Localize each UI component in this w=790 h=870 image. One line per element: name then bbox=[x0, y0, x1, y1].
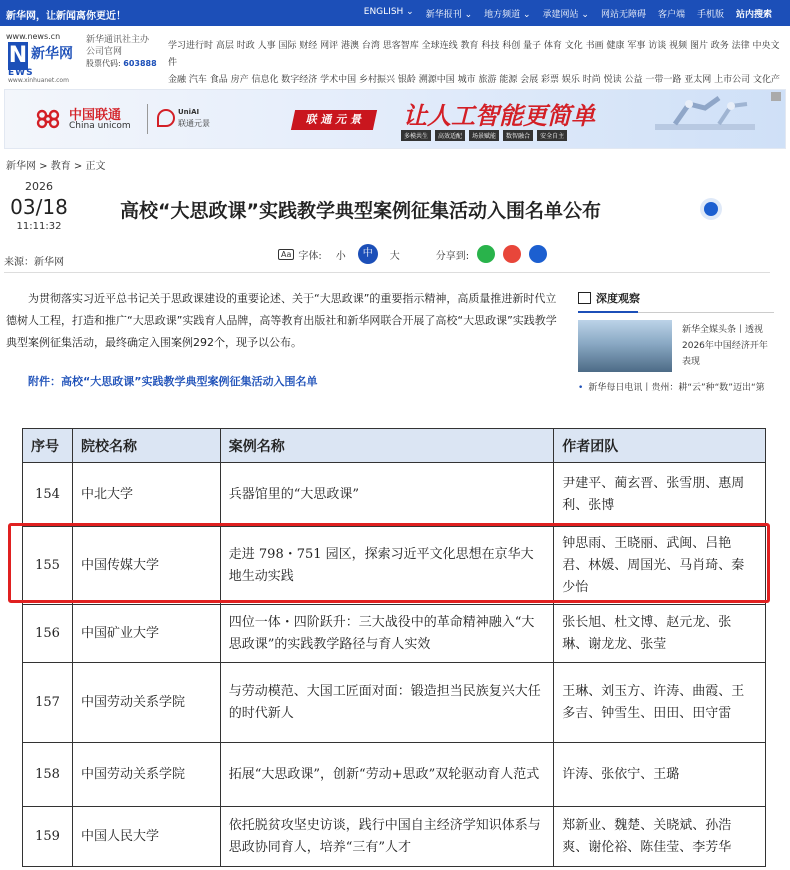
table-row bbox=[23, 807, 766, 867]
logo-n: N bbox=[8, 43, 28, 68]
site-search-link[interactable]: 站内搜索 bbox=[735, 10, 772, 20]
china-unicom-logo-icon bbox=[35, 108, 61, 130]
shortlist-table bbox=[22, 428, 766, 867]
font-label: 字体: bbox=[298, 250, 322, 262]
top-links bbox=[364, 7, 772, 20]
row-no: 157 bbox=[23, 663, 73, 743]
row-school: 中国矿业大学 bbox=[72, 605, 220, 663]
row-school: 中国劳动关系学院 bbox=[72, 743, 220, 807]
article-body: 为贯彻落实习近平总书记关于思政课建设的重要论述、关于“大思政课”的重要指示精神，高质量推进新时代立德树人工程，打造和推广“大思政课”实践育人品牌，高等教育出版社和新华网联合开展了高校“大思政课”实践教学典型案例征集活动，最终确定入围案例292个，现予以公布。 bbox=[6, 292, 557, 349]
row-no: 158 bbox=[23, 743, 73, 807]
row-no: 155 bbox=[23, 527, 73, 605]
header-info bbox=[86, 34, 157, 70]
col-header-no: 序号 bbox=[23, 429, 73, 463]
publisher-line: 新华通讯社主办 bbox=[86, 35, 150, 45]
logo-url-secondary: www.xinhuanet.com bbox=[8, 77, 69, 84]
hosted-sites-link[interactable]: 承建网站 ⌄ bbox=[542, 10, 589, 20]
official-site-line: 公司官网 bbox=[86, 47, 123, 57]
attachment-link[interactable]: 附件：高校“大思政课”实践教学典型案例征集活动入围名单 bbox=[28, 375, 318, 388]
sidebar-deep-observation bbox=[578, 290, 778, 393]
row-team: 尹建平、蔺玄晋、张雪朋、惠周利、张博 bbox=[554, 463, 766, 527]
table-header-row bbox=[23, 429, 766, 463]
xinhua-logo[interactable] bbox=[4, 32, 78, 84]
col-header-case: 案例名称 bbox=[220, 429, 554, 463]
row-no: 156 bbox=[23, 605, 73, 663]
col-header-school: 院校名称 bbox=[72, 429, 220, 463]
banner-tags bbox=[401, 130, 567, 141]
banner-tag: 安全自主 bbox=[537, 130, 567, 141]
top-bar bbox=[0, 0, 790, 26]
banner-tag: 数智融合 bbox=[503, 130, 533, 141]
header-rule bbox=[4, 272, 770, 273]
row-team: 许涛、张依宁、王璐 bbox=[554, 743, 766, 807]
font-small-button[interactable]: 小 bbox=[335, 250, 346, 262]
col-header-team: 作者团队 bbox=[554, 429, 766, 463]
site-header bbox=[0, 26, 790, 84]
publish-month-day: 03/18 bbox=[10, 195, 68, 219]
font-medium-button[interactable]: 中 bbox=[358, 244, 378, 264]
row-school: 中国劳动关系学院 bbox=[72, 663, 220, 743]
row-team: 郑新业、魏楚、关晓斌、孙浩爽、谢伦裕、陈佳莹、李芳华 bbox=[554, 807, 766, 867]
channel-nav-line-2[interactable]: 金融 汽车 食品 房产 信息化 数字经济 学术中国 乡村振兴 银龄 溯源中国 城市 旅游 能源 会展 彩票 娱乐 时尚 悦读 公益 一带一路 亚太网 上市公司 文化产 bbox=[168, 75, 780, 85]
logo-url: www.news.cn bbox=[6, 32, 61, 41]
article-title: 高校“大思政课”实践教学典型案例征集活动入围名单公布 bbox=[120, 200, 601, 222]
table-row bbox=[23, 605, 766, 663]
breadcrumb[interactable]: 新华网 > 教育 > 正文 bbox=[6, 161, 106, 172]
calendar-icon bbox=[578, 292, 591, 304]
sidebar-news-item[interactable]: • 新华每日电讯丨贵州：耕“云”种“数”迈出“第 bbox=[578, 380, 778, 393]
row-case: 兵器馆里的“大思政课” bbox=[220, 463, 554, 527]
row-case: 与劳动模范、大国工匠面对面：锻造担当民族复兴大任的时代新人 bbox=[220, 663, 554, 743]
feature-link[interactable]: 新华全媒头条丨透视2026年中国经济开年表现 bbox=[682, 325, 768, 367]
mobile-share-icon[interactable] bbox=[529, 245, 547, 263]
logo-ews: EWS bbox=[8, 68, 34, 78]
ad-banner[interactable] bbox=[4, 89, 786, 149]
mobile-link[interactable]: 手机版 bbox=[696, 10, 724, 20]
font-size-icon: Aa bbox=[278, 249, 294, 260]
newspapers-link[interactable]: 新华报刊 ⌄ bbox=[425, 10, 473, 20]
highlight-box bbox=[8, 523, 770, 603]
font-large-button[interactable]: 大 bbox=[389, 250, 400, 262]
row-school: 中国人民大学 bbox=[72, 807, 220, 867]
banner-pill: 联 通 元 景 bbox=[291, 110, 377, 130]
unicom-name-cn: 中国联通 bbox=[69, 108, 122, 123]
table-row bbox=[23, 663, 766, 743]
publish-date bbox=[4, 180, 74, 232]
banner-slogan-2: 更简单 bbox=[523, 102, 595, 130]
row-case: 依托脱贫攻坚史访谈，践行中国自主经济学知识体系与思政协同育人，培养“三有”人才 bbox=[220, 807, 554, 867]
logo-cn: 新华网 bbox=[31, 46, 73, 62]
share-label: 分享到: bbox=[435, 250, 470, 262]
wechat-share-icon[interactable] bbox=[477, 245, 495, 263]
row-team: 张长旭、杜文博、赵元龙、张琳、谢龙龙、张莹 bbox=[554, 605, 766, 663]
banner-divider bbox=[147, 104, 148, 134]
client-link[interactable]: 客户端 bbox=[657, 10, 685, 20]
banner-tag: 多模共生 bbox=[401, 130, 431, 141]
banner-slogan: 让人工智能 bbox=[403, 102, 523, 130]
english-link[interactable]: ENGLISH ⌄ bbox=[363, 7, 414, 17]
uniai-name: UniAI bbox=[178, 108, 200, 116]
unicom-name-en: China unicom bbox=[69, 121, 131, 131]
row-no: 154 bbox=[23, 463, 73, 527]
row-case: 走进 798・751 园区，探索习近平文化思想在京华大地生动实践 bbox=[220, 527, 554, 605]
banner-tag: 高效适配 bbox=[435, 130, 465, 141]
ad-marker-icon bbox=[771, 92, 781, 101]
row-no: 159 bbox=[23, 807, 73, 867]
channel-nav-line-1[interactable]: 学习进行时 高层 时政 人事 国际 财经 网评 港澳 台湾 思客智库 全球连线 教育 科技 科创 量子 体育 文化 书画 健康 军事 访谈 视频 图片 政务 法律 中央文件 bbox=[168, 41, 780, 68]
weibo-share-icon[interactable] bbox=[503, 245, 521, 263]
banner-tag: 场景赋能 bbox=[469, 130, 499, 141]
robot-arm-icon bbox=[645, 94, 765, 146]
article-tools bbox=[278, 244, 547, 264]
uniai-logo-icon bbox=[157, 109, 175, 127]
publish-time: 11:11:32 bbox=[16, 221, 62, 232]
article-source: 来源：新华网 bbox=[4, 257, 64, 268]
row-school: 中北大学 bbox=[72, 463, 220, 527]
table-row bbox=[23, 463, 766, 527]
stock-code: 股票代码: 603888 bbox=[86, 59, 157, 68]
sidebar-underline bbox=[578, 312, 774, 313]
sidebar-heading: 深度观察 bbox=[578, 290, 778, 306]
speaker-icon[interactable] bbox=[700, 198, 722, 220]
publish-year: 2026 bbox=[25, 180, 53, 193]
feature-image[interactable] bbox=[578, 320, 672, 372]
uniai-name-cn: 联通元景 bbox=[178, 119, 210, 128]
row-case: 拓展“大思政课”，创新“劳动+思政”双轮驱动育人范式 bbox=[220, 743, 554, 807]
local-channels-link[interactable]: 地方频道 ⌄ bbox=[484, 10, 531, 20]
row-team: 钟思雨、王晓丽、武闽、吕艳君、林媛、周国光、马肖琦、秦少怡 bbox=[554, 527, 766, 605]
row-school: 中国传媒大学 bbox=[72, 527, 220, 605]
table-row bbox=[23, 743, 766, 807]
site-slogan: 新华网，让新闻离你更近！ bbox=[6, 11, 126, 22]
accessibility-link[interactable]: 网站无障碍 bbox=[600, 10, 646, 20]
row-team: 王琳、刘玉方、许涛、曲霞、王多吉、钟雪生、田田、田守雷 bbox=[554, 663, 766, 743]
row-case: 四位一体・四阶跃升：三大战役中的革命精神融入“大思政课”的实践教学路径与育人实效 bbox=[220, 605, 554, 663]
